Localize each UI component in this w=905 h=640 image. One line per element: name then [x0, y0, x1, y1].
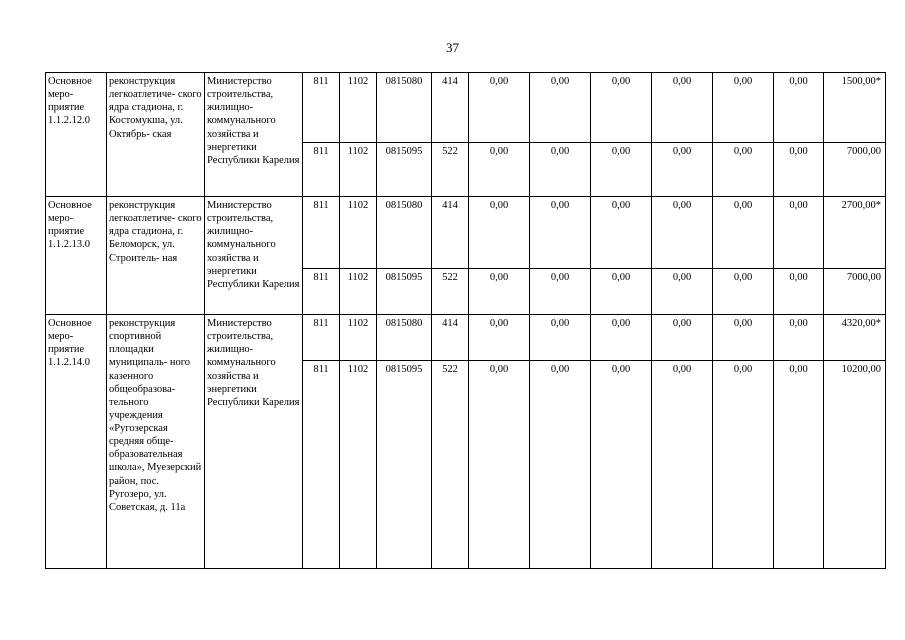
value-cell: 0,00	[530, 269, 591, 315]
value-cell: 0,00	[713, 143, 774, 197]
value-cell: 0,00	[774, 73, 824, 143]
value-cell: 7000,00	[824, 269, 886, 315]
value-cell: 0,00	[652, 143, 713, 197]
value-cell: 2700,00*	[824, 197, 886, 269]
grbs-cell: 811	[303, 269, 340, 315]
value-cell: 0,00	[774, 143, 824, 197]
csr-cell: 0815080	[377, 73, 432, 143]
description-cell: реконструкция легкоатлетиче- ского ядра стадиона, г. Беломорск, ул. Строитель- ная	[107, 197, 205, 315]
rzpr-cell: 1102	[340, 361, 377, 569]
value-cell: 0,00	[469, 315, 530, 361]
value-cell: 0,00	[469, 73, 530, 143]
value-cell: 0,00	[469, 361, 530, 569]
rzpr-cell: 1102	[340, 197, 377, 269]
event-cell: Основное меро- приятие 1.1.2.14.0	[46, 315, 107, 569]
value-cell: 0,00	[530, 73, 591, 143]
agency-cell: Министерство строительства, жилищно- коммунального хозяйства и энергетики Республики Карелия	[205, 73, 303, 197]
table-row	[46, 73, 886, 143]
grbs-cell: 811	[303, 73, 340, 143]
value-cell: 0,00	[652, 73, 713, 143]
value-cell: 0,00	[591, 143, 652, 197]
value-cell: 0,00	[530, 197, 591, 269]
value-cell: 0,00	[652, 269, 713, 315]
csr-cell: 0815095	[377, 361, 432, 569]
value-cell: 0,00	[652, 315, 713, 361]
csr-cell: 0815095	[377, 269, 432, 315]
value-cell: 0,00	[469, 269, 530, 315]
description-cell: реконструкция спортивной площадки муниципаль- ного казенного общеобразова- тельного учреждения «Ругозерская средняя обще- образовательная школа», Муезерский район, пос. Ругозеро, ул. Советская, д. 11а	[107, 315, 205, 569]
value-cell: 0,00	[591, 197, 652, 269]
event-cell: Основное меро- приятие 1.1.2.13.0	[46, 197, 107, 315]
grbs-cell: 811	[303, 315, 340, 361]
value-cell: 10200,00	[824, 361, 886, 569]
vr-cell: 414	[432, 197, 469, 269]
value-cell: 0,00	[591, 73, 652, 143]
value-cell: 4320,00*	[824, 315, 886, 361]
value-cell: 0,00	[774, 361, 824, 569]
csr-cell: 0815095	[377, 143, 432, 197]
value-cell: 0,00	[469, 197, 530, 269]
rzpr-cell: 1102	[340, 143, 377, 197]
value-cell: 0,00	[713, 269, 774, 315]
value-cell: 0,00	[591, 361, 652, 569]
vr-cell: 414	[432, 315, 469, 361]
grbs-cell: 811	[303, 361, 340, 569]
table-row	[46, 197, 886, 269]
event-cell: Основное меро- приятие 1.1.2.12.0	[46, 73, 107, 197]
agency-cell: Министерство строительства, жилищно- коммунального хозяйства и энергетики Республики Карелия	[205, 315, 303, 569]
vr-cell: 522	[432, 361, 469, 569]
value-cell: 0,00	[530, 315, 591, 361]
value-cell: 0,00	[713, 73, 774, 143]
value-cell: 0,00	[652, 361, 713, 569]
rzpr-cell: 1102	[340, 315, 377, 361]
value-cell: 0,00	[652, 197, 713, 269]
vr-cell: 414	[432, 73, 469, 143]
agency-cell: Министерство строительства, жилищно- коммунального хозяйства и энергетики Республики Карелия	[205, 197, 303, 315]
value-cell: 0,00	[469, 143, 530, 197]
value-cell: 0,00	[713, 197, 774, 269]
value-cell: 0,00	[713, 361, 774, 569]
value-cell: 0,00	[774, 269, 824, 315]
csr-cell: 0815080	[377, 315, 432, 361]
value-cell: 0,00	[591, 315, 652, 361]
table-row	[46, 315, 886, 361]
rzpr-cell: 1102	[340, 269, 377, 315]
budget-table	[45, 72, 886, 569]
value-cell: 0,00	[530, 361, 591, 569]
rzpr-cell: 1102	[340, 73, 377, 143]
value-cell: 0,00	[774, 315, 824, 361]
value-cell: 0,00	[591, 269, 652, 315]
grbs-cell: 811	[303, 143, 340, 197]
value-cell: 0,00	[713, 315, 774, 361]
value-cell: 0,00	[530, 143, 591, 197]
grbs-cell: 811	[303, 197, 340, 269]
csr-cell: 0815080	[377, 197, 432, 269]
vr-cell: 522	[432, 143, 469, 197]
description-cell: реконструкция легкоатлетиче- ского ядра стадиона, г. Костомукша, ул. Октябрь- ская	[107, 73, 205, 197]
value-cell: 7000,00	[824, 143, 886, 197]
value-cell: 0,00	[774, 197, 824, 269]
value-cell: 1500,00*	[824, 73, 886, 143]
vr-cell: 522	[432, 269, 469, 315]
page-number: 37	[446, 40, 459, 55]
